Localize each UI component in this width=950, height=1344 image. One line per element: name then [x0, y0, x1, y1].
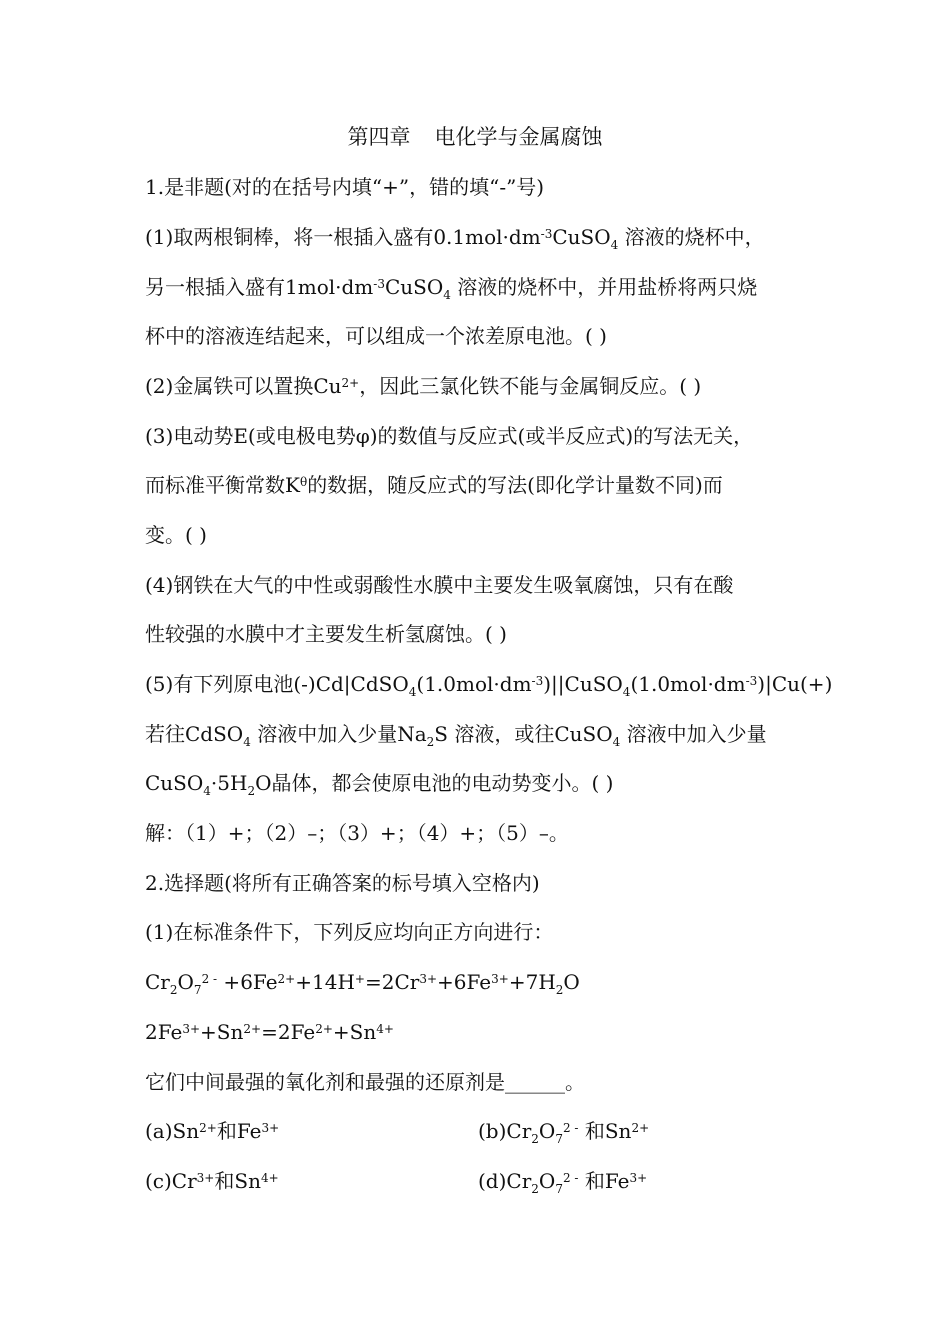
q1-item4-line2: 性较强的水膜中才主要发生析氢腐蚀。( ) — [145, 622, 507, 646]
q1-item3-line3: 变。( ) — [145, 523, 207, 547]
q1-item2: (2)金属铁可以置换$Cu^{2+}$，因此三氯化铁不能与金属铜反应。( ) — [145, 374, 702, 398]
q1-heading: 1.是非题(对的在括号内填“+”，错的填“-”号) — [145, 175, 545, 199]
q2-heading: 2.选择题(将所有正确答案的标号填入空格内) — [145, 871, 540, 895]
q1-item5-line1: (5)有下列原电池$(-)Cd|CdSO_4(1.0mol\cdot dm^{-3})||CuSO_4(1.0mol\cdot dm^{-3})|Cu(+)$ — [145, 672, 833, 699]
q1-item4-line1: (4)钢铁在大气的中性或弱酸性水膜中主要发生吸氧腐蚀，只有在酸 — [145, 573, 734, 597]
chapter-name: 电化学与金属腐蚀 — [434, 125, 603, 149]
q1-item1-line1: (1)取两根铜棒，将一根插入盛有$0.1mol\cdot dm^{-3}CuSO_4$ 溶液的烧杯中， — [145, 225, 765, 252]
q1-answer: 解：（1）+；（2）–；（3）+；（4）+；（5）–。 — [145, 821, 569, 845]
q2-equation-1: $Cr_2O_7^{2 -} +6Fe^{2+}+14H^+=2Cr^{3+}+6Fe^{3+}+7H_2O$ — [145, 970, 580, 997]
q2-equation-2: $2Fe^{3+}+Sn^{2+}=2Fe^{2+}+Sn^{4+}$ — [145, 1020, 394, 1044]
chapter-title — [0, 122, 950, 152]
q2-question: 它们中间最强的氧化剂和最强的还原剂是______。 — [145, 1070, 585, 1094]
q2-option-b: $(b)Cr_2O_7^{2 -}$ 和$Sn^{2+}$ — [478, 1119, 650, 1146]
q2-option-d: $(d)Cr_2O_7^{2 -}$ 和$Fe^{3+}$ — [478, 1169, 648, 1196]
q1-item1-line2: 另一根插入盛有$1mol\cdot dm^{-3}CuSO_4$ 溶液的烧杯中，并用盐桥将两只烧 — [145, 275, 758, 302]
q1-item5-line2: 若往CdSO$_4$ 溶液中加入少量$Na_2S$ 溶液，或往CuSO$_4$ 溶液中加入少量 — [145, 722, 767, 749]
q2-option-a: $(a)Sn^{2+}$和$Fe^{3+}$ — [145, 1119, 280, 1143]
q2-option-c: $(c)Cr^{3+}$和$Sn^{4+}$ — [145, 1169, 279, 1193]
q2-item1-intro: (1)在标准条件下，下列反应均向正方向进行： — [145, 920, 554, 944]
q1-item5-line3: $CuSO_4\cdot 5H_2O$晶体，都会使原电池的电动势变小。( ) — [145, 771, 614, 798]
q1-item3-line1: (3)电动势E(或电极电势φ)的数值与反应式(或半反应式)的写法无关， — [145, 424, 754, 448]
chapter-number: 第四章 — [347, 125, 411, 149]
q1-item1-line3: 杯中的溶液连结起来，可以组成一个浓差原电池。( ) — [145, 324, 607, 348]
q1-item3-line2: 而标准平衡常数$K^\theta$的数据，随反应式的写法(即化学计量数不同)而 — [145, 473, 723, 497]
